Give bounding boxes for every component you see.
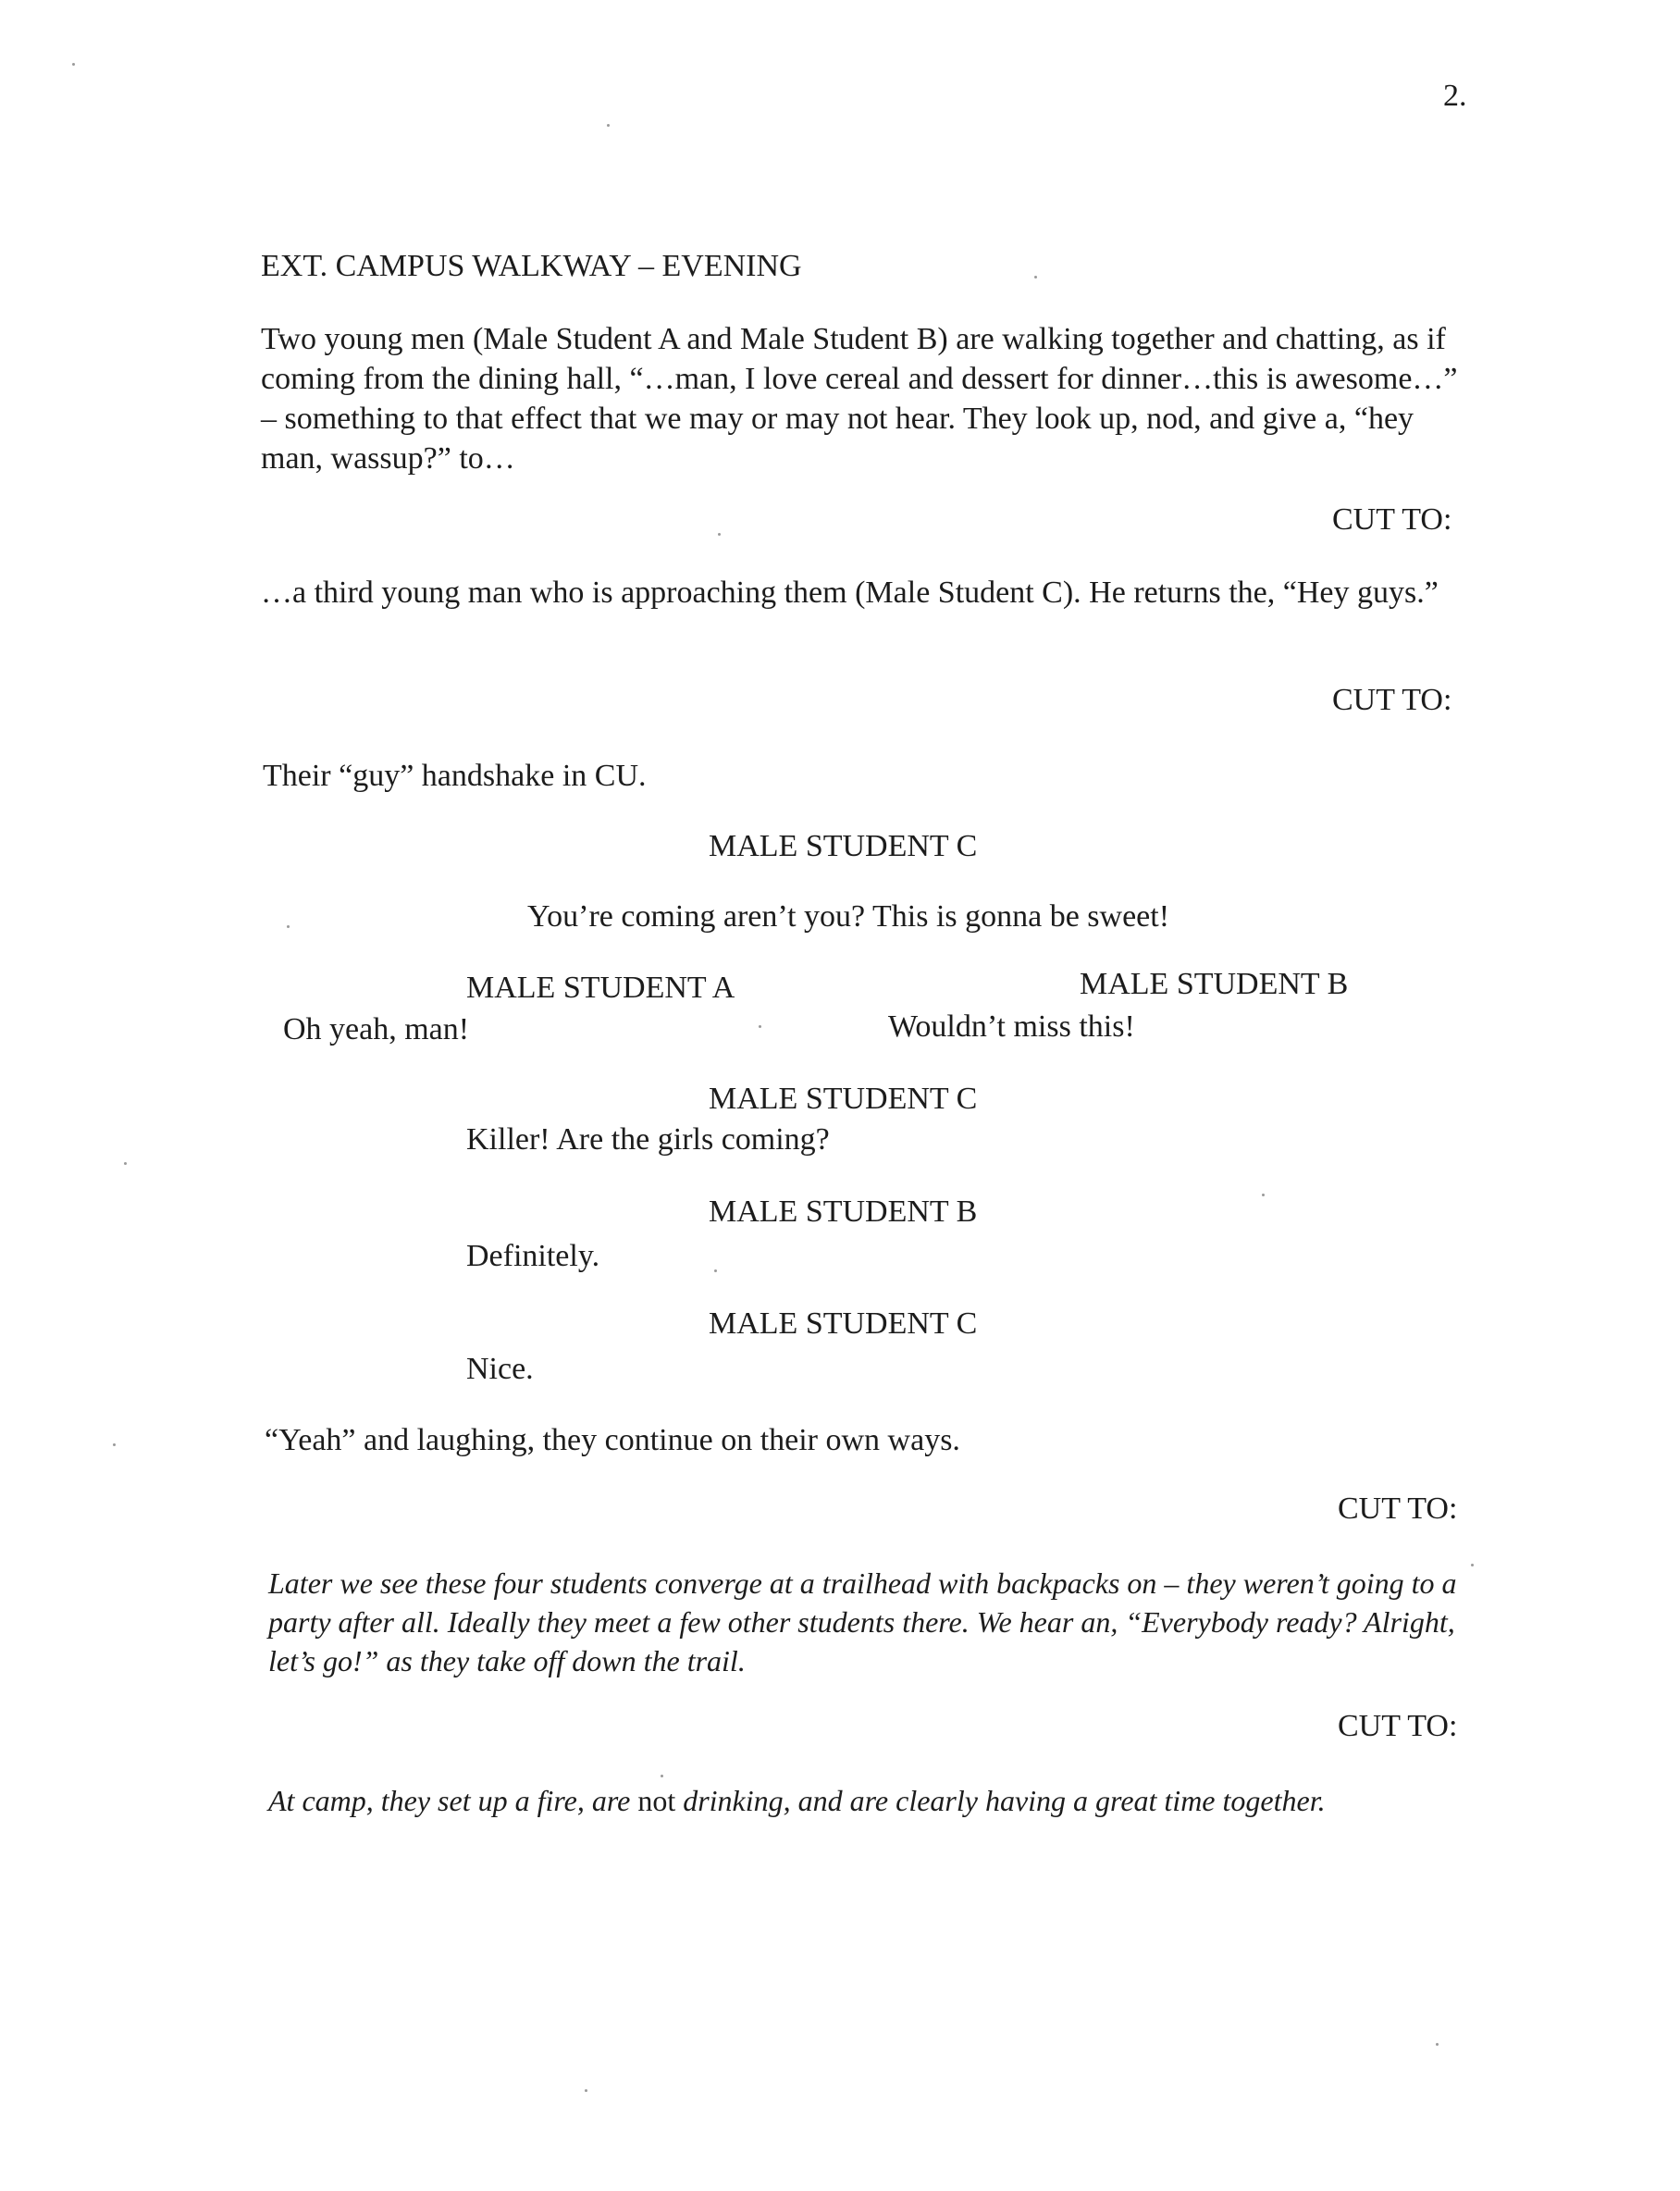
transition-cut-to: CUT TO: (1332, 502, 1452, 537)
page-number: 2. (1443, 79, 1467, 113)
scan-speck (661, 1775, 663, 1777)
character-name: MALE STUDENT B (709, 1195, 978, 1229)
scan-speck (718, 533, 721, 536)
dialogue-line: Definitely. (466, 1239, 600, 1273)
action-paragraph: “Yeah” and laughing, they continue on their own ways. (265, 1423, 960, 1457)
character-name: MALE STUDENT C (709, 1306, 978, 1341)
action-paragraph (268, 1781, 1326, 1821)
dialogue-line: Killer! Are the girls coming? (466, 1122, 830, 1157)
scene-heading: EXT. CAMPUS WALKWAY – EVENING (261, 249, 802, 283)
dialogue-line: Wouldn’t miss this! (888, 1009, 1135, 1044)
action-paragraph: Two young men (Male Student A and Male Student B) are walking together and chatting, as if coming from the dining hall, “…man, I love cereal and dessert for dinner…this is awesome…” – something to that effect that we may or may not hear. They look up, nod, and give a, “hey man, wassup?” to… (261, 322, 1458, 476)
character-name: MALE STUDENT C (709, 1082, 978, 1116)
action-paragraph: Their “guy” handshake in CU. (263, 759, 647, 793)
scan-speck (124, 1162, 127, 1165)
action-text-before: At camp, they set up a fire, are (268, 1784, 638, 1817)
scan-speck (1034, 276, 1037, 279)
action-paragraph: Later we see these four students converge at a trailhead with backpacks on – they weren’t going to a party after all. Ideally they meet a few other students there. We hear an, “Everybody ready? Alright, let’s go!” as they take off down the trail. (268, 1566, 1457, 1677)
scan-speck (607, 124, 610, 127)
scan-speck (1471, 1564, 1474, 1566)
dialogue-line: Nice. (466, 1352, 534, 1386)
scan-speck (1262, 1194, 1265, 1196)
action-paragraph: …a third young man who is approaching them (Male Student C). He returns the, “Hey guys.” (261, 576, 1439, 610)
scan-speck (287, 925, 290, 928)
dialogue-line: You’re coming aren’t you? This is gonna be sweet! (527, 899, 1170, 934)
character-name: MALE STUDENT B (1080, 967, 1349, 1001)
scan-speck (714, 1269, 717, 1272)
scan-speck (759, 1025, 761, 1028)
character-name: MALE STUDENT A (466, 971, 735, 1005)
action-text-after: drinking, and are clearly having a great time together. (675, 1784, 1326, 1817)
dialogue-line: Oh yeah, man! (283, 1012, 470, 1046)
transition-cut-to: CUT TO: (1338, 1709, 1458, 1743)
scan-speck (585, 2089, 587, 2092)
character-name: MALE STUDENT C (709, 829, 978, 863)
transition-cut-to: CUT TO: (1338, 1492, 1458, 1526)
action-text-roman: not (637, 1784, 676, 1817)
transition-cut-to: CUT TO: (1332, 683, 1452, 717)
scan-speck (72, 63, 75, 66)
scan-speck (113, 1443, 116, 1446)
scan-speck (1436, 2043, 1439, 2046)
